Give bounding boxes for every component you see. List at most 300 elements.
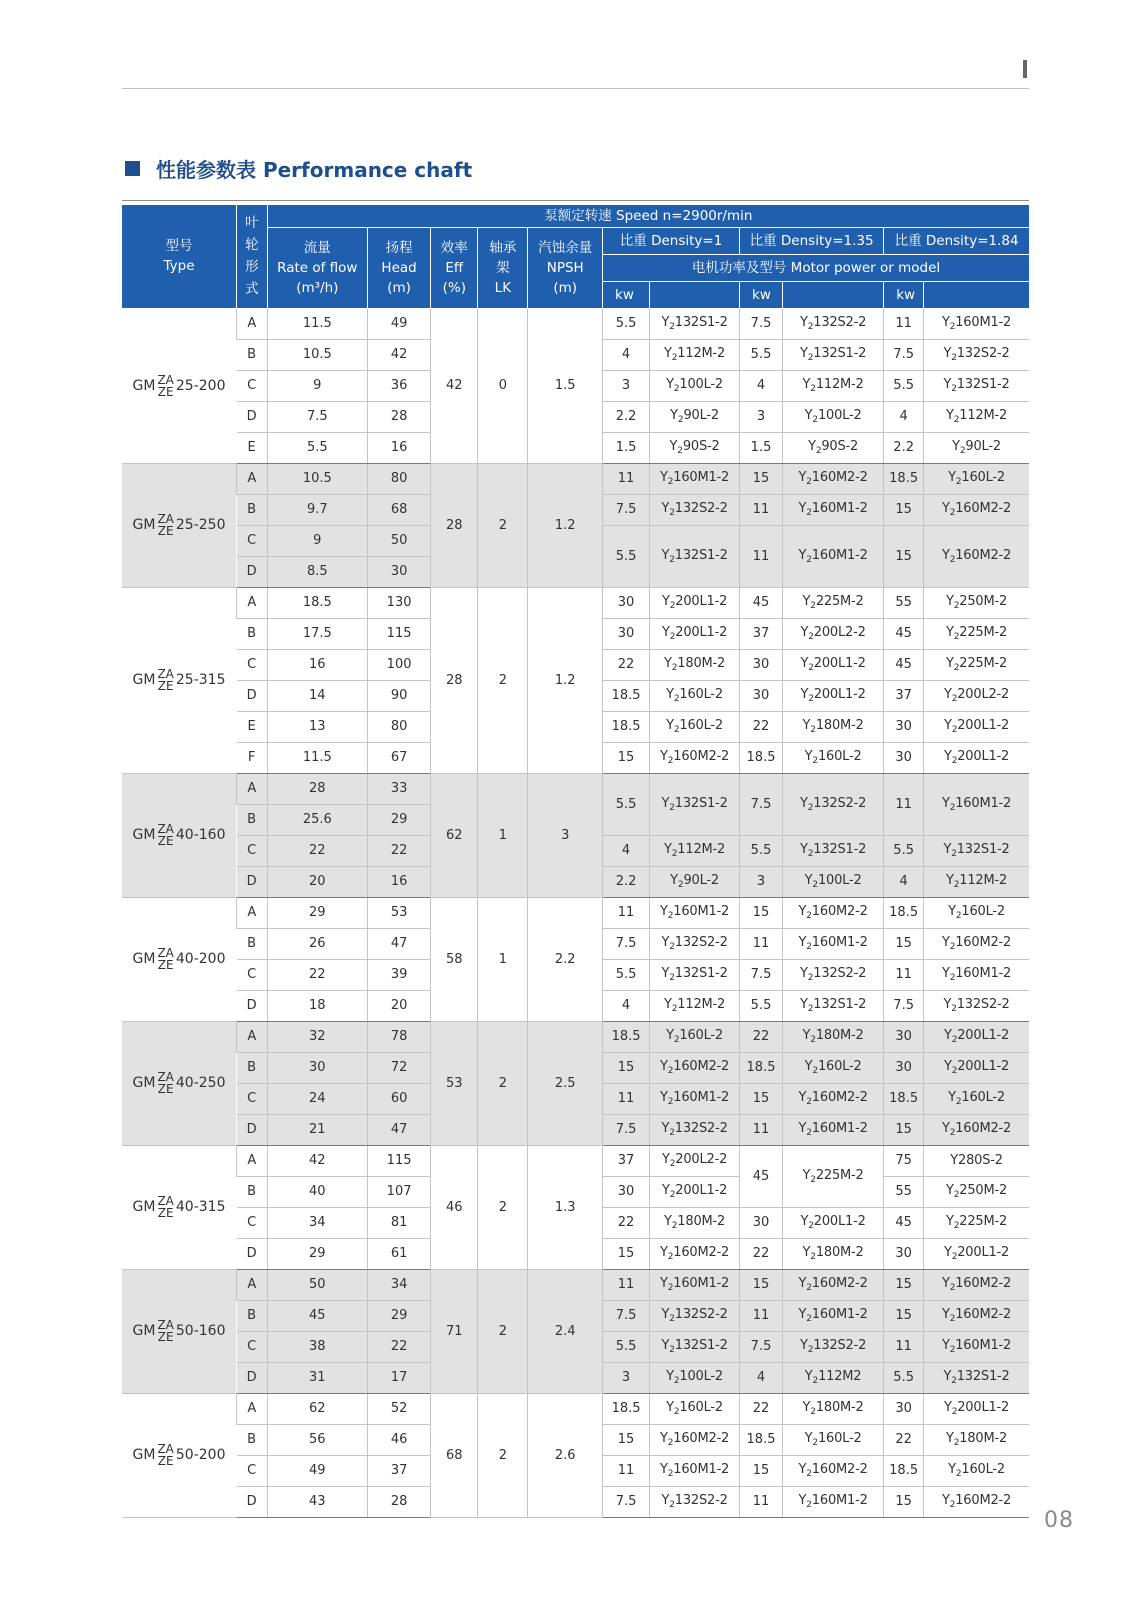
motor-kw-cell: 11 <box>603 897 650 928</box>
motor-model-prefix: Y <box>664 842 672 857</box>
motor-model-prefix: Y <box>661 594 670 609</box>
model-prefix: GM <box>132 827 156 843</box>
motor-model-sub: 2 <box>949 1128 956 1138</box>
motor-model-sub: 2 <box>667 1097 674 1107</box>
motor-model-prefix: Y <box>659 749 668 764</box>
motor-model-sub: 2 <box>810 1252 816 1262</box>
motor-model-sub: 2 <box>677 880 684 890</box>
motor-model-cell <box>650 928 740 959</box>
motor-model-suffix: 160M1-2 <box>811 1121 868 1136</box>
motor-model-suffix: 160M1-2 <box>811 935 868 950</box>
head-cell: 36 <box>367 370 430 401</box>
performance-table <box>122 205 1029 1518</box>
motor-model-prefix: Y <box>661 1493 670 1508</box>
impeller-cell: C <box>237 370 268 401</box>
motor-model-suffix: 90S-2 <box>821 439 859 454</box>
motor-kw-cell: 18.5 <box>740 1052 783 1083</box>
motor-model-cell <box>650 680 740 711</box>
motor-model-cell <box>650 773 740 835</box>
motor-model-suffix: 180M-2 <box>677 656 726 671</box>
motor-model-cell <box>782 1455 883 1486</box>
model-name <box>133 947 226 971</box>
impeller-cell: F <box>237 742 268 773</box>
motor-kw-cell: 22 <box>740 1238 783 1269</box>
motor-model-cell <box>650 1052 740 1083</box>
motor-model-suffix: 200L1-2 <box>957 1059 1010 1074</box>
motor-model-suffix: 132S1-2 <box>674 1338 728 1353</box>
impeller-cell: A <box>237 897 268 928</box>
motor-kw-cell: 30 <box>603 618 650 649</box>
motor-model-prefix: Y <box>948 1462 956 1477</box>
motor-model-suffix: 132S2-2 <box>674 1121 728 1136</box>
motor-model-suffix: 225M-2 <box>815 1167 864 1183</box>
flow-cell: 29 <box>267 1238 367 1269</box>
motor-model-sub: 2 <box>951 849 957 859</box>
motor-kw-cell: 7.5 <box>603 1486 650 1517</box>
motor-model-sub: 2 <box>667 911 674 921</box>
motor-model-cell <box>924 1393 1029 1424</box>
lk-cell: 2 <box>478 1393 528 1517</box>
head-cell: 29 <box>367 804 430 835</box>
impeller-cell: A <box>237 1393 268 1424</box>
motor-model-cell <box>924 680 1029 711</box>
motor-model-cell <box>924 308 1029 339</box>
motor-model-sub: 2 <box>669 942 675 952</box>
motor-model-prefix: Y <box>941 501 950 516</box>
model-variant <box>157 513 173 537</box>
motor-kw-cell: 4 <box>603 339 650 370</box>
impeller-cell: D <box>237 556 268 587</box>
head-cell: 80 <box>367 463 430 494</box>
motor-model-prefix: Y <box>800 346 808 361</box>
motor-model-cell <box>924 1021 1029 1052</box>
motor-kw-cell: 55 <box>884 1176 924 1207</box>
motor-model-prefix: Y <box>798 1121 807 1136</box>
col-npsh <box>528 227 603 308</box>
motor-model-cell <box>782 680 883 711</box>
motor-model-suffix: 112M-2 <box>677 346 726 361</box>
head-cell: 53 <box>367 897 430 928</box>
flow-cell: 26 <box>267 928 367 959</box>
motor-model-prefix: Y <box>800 966 808 981</box>
eff-cell: 46 <box>431 1145 478 1269</box>
motor-model-suffix: 112M-2 <box>815 377 864 392</box>
motor-model-cell <box>782 835 883 866</box>
motor-kw-cell: 5.5 <box>603 308 650 339</box>
motor-kw-cell: 4 <box>740 370 783 401</box>
motor-kw-cell: 30 <box>884 1052 924 1083</box>
motor-kw-cell: 15 <box>603 742 650 773</box>
motor-kw-cell: 5.5 <box>603 773 650 835</box>
motor-model-prefix: Y <box>800 625 809 640</box>
head-cell: 29 <box>367 1300 430 1331</box>
motor-kw-cell: 11 <box>603 463 650 494</box>
motor-model-prefix: Y <box>802 1028 811 1043</box>
motor-model-sub: 2 <box>951 1004 957 1014</box>
motor-model-prefix: Y <box>941 315 950 330</box>
motor-model-sub: 2 <box>806 911 812 921</box>
motor-model-suffix: 132S2-2 <box>674 935 728 950</box>
model-variant-ze: ZE <box>157 384 174 399</box>
motor-model-suffix: 280S-2 <box>958 1153 1003 1168</box>
motor-kw-cell: 37 <box>603 1145 650 1176</box>
motor-model-prefix: Y <box>669 439 678 454</box>
motor-kw-cell: 18.5 <box>884 463 924 494</box>
motor-model-cell <box>650 1486 740 1517</box>
table-row <box>122 1393 1029 1424</box>
motor-model-cell <box>782 1114 883 1145</box>
motor-model-suffix: 200L2-2 <box>957 687 1010 702</box>
motor-model-cell <box>650 525 740 587</box>
head-cell: 100 <box>367 649 430 680</box>
motor-model-sub: 2 <box>812 880 818 890</box>
motor-model-suffix: 160M2-2 <box>811 1090 868 1105</box>
lk-cell: 2 <box>478 463 528 587</box>
motor-kw-cell: 45 <box>740 587 783 618</box>
motor-model-sub: 2 <box>810 725 816 735</box>
motor-model-cell <box>782 339 883 370</box>
col-flow-en: Rate of flow <box>277 259 358 276</box>
motor-model-sub: 2 <box>953 1190 960 1200</box>
motor-model-cell <box>782 959 883 990</box>
col-lk-zh: 轴承 架 <box>489 239 517 276</box>
motor-kw-cell: 11 <box>740 1300 783 1331</box>
motor-model-prefix: Y <box>948 904 956 919</box>
motor-model-sub: 2 <box>673 694 680 704</box>
motor-model-cell <box>924 1424 1029 1455</box>
motor-model-cell <box>924 928 1029 959</box>
motor-model-sub: 2 <box>671 849 678 859</box>
kw-header-3: kw <box>884 281 924 308</box>
motor-model-sub: 2 <box>949 802 956 813</box>
motor-model-sub: 2 <box>667 756 674 766</box>
motor-model-cell <box>924 1052 1029 1083</box>
impeller-cell: A <box>237 1145 268 1176</box>
motor-model-cell <box>782 897 883 928</box>
motor-model-prefix: Y <box>664 997 672 1012</box>
col-type-en: Type <box>163 258 195 275</box>
density-184-header: 比重 Density=1.84 <box>884 227 1029 254</box>
table-body <box>122 308 1029 1517</box>
col-flow-unit: (m³/h) <box>296 279 339 296</box>
motor-model-sub: 2 <box>808 632 814 642</box>
impeller-cell: C <box>237 525 268 556</box>
motor-model-cell <box>650 711 740 742</box>
motor-model-cell <box>782 1145 883 1207</box>
motor-model-cell <box>782 618 883 649</box>
motor-model-cell <box>924 866 1029 897</box>
motor-model-prefix: Y <box>941 1307 950 1322</box>
flow-cell: 34 <box>267 1207 367 1238</box>
motor-model-sub: 2 <box>949 1345 956 1355</box>
motor-model-cell <box>650 1362 740 1393</box>
motor-model-sub: 2 <box>669 1500 675 1510</box>
motor-kw-cell: 18.5 <box>603 680 650 711</box>
motor-model-sub: 2 <box>669 601 676 611</box>
motor-model-prefix: Y <box>664 1214 672 1229</box>
motor-model-sub: 2 <box>806 1500 812 1510</box>
motor-model-suffix: 160L-2 <box>961 1462 1005 1477</box>
motor-model-cell <box>782 1393 883 1424</box>
motor-kw-cell: 30 <box>884 1021 924 1052</box>
motor-model-suffix: 132S2-2 <box>813 315 867 330</box>
motor-kw-cell: 5.5 <box>740 990 783 1021</box>
model-size: 40-250 <box>175 1075 226 1091</box>
motor-model-prefix: Y <box>659 1090 668 1105</box>
motor-kw-cell: 7.5 <box>603 928 650 959</box>
motor-kw-cell: 2.2 <box>603 401 650 432</box>
motor-model-cell <box>924 339 1029 370</box>
motor-model-sub: 2 <box>949 554 956 565</box>
head-cell: 115 <box>367 618 430 649</box>
motor-model-prefix: Y <box>808 439 816 454</box>
flow-cell: 62 <box>267 1393 367 1424</box>
motor-model-prefix: Y <box>946 1214 954 1229</box>
motor-model-prefix: Y <box>666 687 674 702</box>
motor-model-sub: 2 <box>812 756 818 766</box>
motor-model-sub: 2 <box>953 415 960 425</box>
motor-model-cell <box>650 1238 740 1269</box>
motor-model-prefix: Y <box>664 656 672 671</box>
motor-model-prefix: Y <box>661 501 670 516</box>
motor-model-cell <box>782 990 883 1021</box>
motor-model-prefix: Y <box>943 718 952 733</box>
model-header-2 <box>782 281 883 308</box>
motor-model-suffix: 200L1-2 <box>957 749 1010 764</box>
lk-cell: 2 <box>478 1269 528 1393</box>
head-cell: 49 <box>367 308 430 339</box>
motor-kw-cell: 11 <box>884 308 924 339</box>
model-size: 25-315 <box>175 672 226 688</box>
motor-model-suffix: 180M-2 <box>815 1400 864 1415</box>
model-variant <box>157 1071 173 1095</box>
model-variant <box>157 1443 173 1467</box>
motor-model-suffix: 160M2-2 <box>673 749 730 764</box>
motor-model-prefix: Y <box>804 873 813 888</box>
motor-model-sub: 2 <box>669 1314 675 1324</box>
motor-model-prefix: Y <box>804 408 813 423</box>
motor-model-sub: 2 <box>807 322 814 332</box>
flow-cell: 22 <box>267 835 367 866</box>
motor-kw-cell: 15 <box>740 1455 783 1486</box>
model-header-3 <box>924 281 1029 308</box>
motor-model-prefix: Y <box>661 1307 670 1322</box>
motor-model-sub: 2 <box>667 1283 674 1293</box>
npsh-cell: 1.3 <box>528 1145 603 1269</box>
motor-model-cell <box>924 1300 1029 1331</box>
model-name <box>133 668 226 692</box>
motor-model-prefix: Y <box>804 1369 813 1384</box>
flow-cell: 18 <box>267 990 367 1021</box>
motor-model-sub: 2 <box>951 353 957 363</box>
motor-kw-cell: 15 <box>603 1424 650 1455</box>
motor-model-prefix: Y <box>798 1276 807 1291</box>
motor-model-suffix: 160M2-2 <box>955 1121 1012 1136</box>
head-cell: 90 <box>367 680 430 711</box>
motor-model-cell <box>924 1269 1029 1300</box>
flow-cell: 8.5 <box>267 556 367 587</box>
motor-model-sub: 2 <box>951 725 958 735</box>
impeller-cell: C <box>237 649 268 680</box>
motor-model-prefix: Y <box>946 873 954 888</box>
motor-model-prefix: Y <box>661 625 670 640</box>
model-variant <box>157 947 173 971</box>
motor-model-suffix: 200L1-2 <box>957 718 1010 733</box>
model-variant-ze: ZE <box>157 679 174 693</box>
motor-model-cell <box>782 463 883 494</box>
motor-model-suffix: 180M-2 <box>815 718 864 733</box>
motor-model-suffix: 100L-2 <box>679 1369 723 1384</box>
head-cell: 22 <box>367 1331 430 1362</box>
motor-model-cell <box>650 308 740 339</box>
motor-model-sub: 2 <box>808 694 814 704</box>
impeller-cell: B <box>237 804 268 835</box>
motor-kw-cell: 5.5 <box>603 525 650 587</box>
model-name <box>133 1195 226 1219</box>
motor-model-sub: 2 <box>806 477 812 487</box>
model-prefix: GM <box>132 1199 156 1215</box>
motor-model-prefix: Y <box>670 408 678 423</box>
model-cell <box>122 1269 237 1393</box>
motor-model-sub: 2 <box>806 1128 812 1138</box>
model-variant-za: ZA <box>157 667 174 681</box>
motor-kw-cell: 11 <box>603 1083 650 1114</box>
motor-kw-cell: 18.5 <box>884 1455 924 1486</box>
motor-model-cell <box>924 959 1029 990</box>
head-cell: 130 <box>367 587 430 618</box>
motor-model-cell <box>782 866 883 897</box>
impeller-cell: C <box>237 1455 268 1486</box>
npsh-cell: 2.2 <box>528 897 603 1021</box>
motor-model-prefix: Y <box>802 718 811 733</box>
impeller-cell: D <box>237 680 268 711</box>
motor-model-prefix: Y <box>798 935 807 950</box>
motor-model-suffix: 160M2-2 <box>955 547 1012 563</box>
motor-model-prefix: Y <box>666 1028 674 1043</box>
motor-model-cell <box>650 1176 740 1207</box>
motor-model-suffix: 160M2-2 <box>673 1245 730 1260</box>
motor-kw-cell: 30 <box>884 711 924 742</box>
motor-model-sub: 2 <box>951 1066 958 1076</box>
flow-cell: 7.5 <box>267 401 367 432</box>
motor-model-cell <box>650 1331 740 1362</box>
col-npsh-unit: (m) <box>553 279 578 296</box>
motor-model-sub: 2 <box>669 1345 675 1355</box>
motor-model-prefix: Y <box>941 966 950 981</box>
model-size: 40-315 <box>175 1199 226 1215</box>
motor-model-suffix: 160L-2 <box>679 1028 723 1043</box>
model-name <box>133 374 226 398</box>
motor-model-cell <box>650 1021 740 1052</box>
motor-model-suffix: 225M-2 <box>815 594 864 609</box>
motor-kw-cell: 7.5 <box>603 494 650 525</box>
motor-kw-cell: 4 <box>740 1362 783 1393</box>
motor-kw-cell: 5.5 <box>603 959 650 990</box>
motor-model-sub: 2 <box>810 384 816 394</box>
flow-cell: 50 <box>267 1269 367 1300</box>
model-size: 25-200 <box>175 377 226 394</box>
model-prefix: GM <box>132 672 156 688</box>
motor-model-sub: 2 <box>807 849 814 859</box>
motor-model-sub: 2 <box>953 1221 960 1231</box>
impeller-cell: D <box>237 1238 268 1269</box>
motor-model-prefix: Y <box>802 594 811 609</box>
motor-kw-cell: 15 <box>884 1300 924 1331</box>
motor-kw-cell: 55 <box>884 587 924 618</box>
motor-model-prefix: Y <box>800 1214 809 1229</box>
motor-model-prefix: Y <box>666 718 674 733</box>
eff-cell: 28 <box>431 463 478 587</box>
motor-model-cell <box>650 1269 740 1300</box>
motor-model-prefix: Y <box>661 1121 670 1136</box>
motor-model-suffix: 200L1-2 <box>813 1214 866 1229</box>
page-number: 08 <box>1044 1508 1074 1533</box>
motor-model-cell <box>782 649 883 680</box>
motor-model-prefix: Y <box>950 1153 958 1168</box>
motor-model-sub: 2 <box>667 1252 674 1262</box>
lk-cell: 2 <box>478 1145 528 1269</box>
impeller-cell: A <box>237 587 268 618</box>
motor-model-sub: 2 <box>953 1438 960 1448</box>
flow-cell: 38 <box>267 1331 367 1362</box>
model-variant-za: ZA <box>157 1318 174 1332</box>
motor-model-prefix: Y <box>804 1059 813 1074</box>
impeller-cell: E <box>237 432 268 463</box>
motor-model-suffix: 160M2-2 <box>811 1462 868 1477</box>
motor-model-sub: 2 <box>667 1438 674 1448</box>
motor-model-prefix: Y <box>661 1152 670 1167</box>
motor-model-sub: 2 <box>808 663 814 673</box>
motor-model-cell <box>924 1145 1029 1176</box>
motor-model-suffix: 180M-2 <box>959 1431 1008 1446</box>
motor-model-suffix: 132S1-2 <box>813 997 867 1012</box>
motor-model-suffix: 132S1-2 <box>674 547 728 563</box>
col-eff-en: Eff <box>445 259 464 276</box>
model-cell <box>122 1145 237 1269</box>
page-corner-mark <box>1023 60 1027 78</box>
motor-model-suffix: 160M2-2 <box>811 1276 868 1291</box>
motor-kw-cell: 30 <box>740 680 783 711</box>
motor-model-cell <box>782 370 883 401</box>
motor-model-prefix: Y <box>946 408 954 423</box>
motor-model-sub: 2 <box>949 322 956 332</box>
motor-model-cell <box>924 897 1029 928</box>
motor-model-sub: 2 <box>953 880 960 890</box>
motor-model-sub: 2 <box>669 802 675 813</box>
motor-model-sub: 2 <box>669 973 675 983</box>
col-npsh-zh: 汽蚀余量 <box>538 239 593 256</box>
motor-kw-cell: 22 <box>884 1424 924 1455</box>
head-cell: 20 <box>367 990 430 1021</box>
motor-model-cell <box>650 1145 740 1176</box>
motor-kw-cell: 18.5 <box>603 711 650 742</box>
motor-kw-cell: 45 <box>884 649 924 680</box>
motor-model-sub: 2 <box>669 1159 676 1169</box>
head-cell: 33 <box>367 773 430 804</box>
impeller-cell: E <box>237 711 268 742</box>
motor-model-suffix: 100L-2 <box>679 377 723 392</box>
flow-cell: 18.5 <box>267 587 367 618</box>
motor-model-prefix: Y <box>800 842 808 857</box>
motor-model-prefix: Y <box>941 547 950 563</box>
col-eff-zh: 效率 <box>440 239 468 256</box>
model-variant-za: ZA <box>157 946 174 960</box>
motor-model-suffix: 160M2-2 <box>673 1059 730 1074</box>
density-135-header: 比重 Density=1.35 <box>740 227 884 254</box>
col-lk <box>478 227 528 308</box>
motor-model-sub: 2 <box>807 353 814 363</box>
model-variant-ze: ZE <box>157 1206 174 1220</box>
